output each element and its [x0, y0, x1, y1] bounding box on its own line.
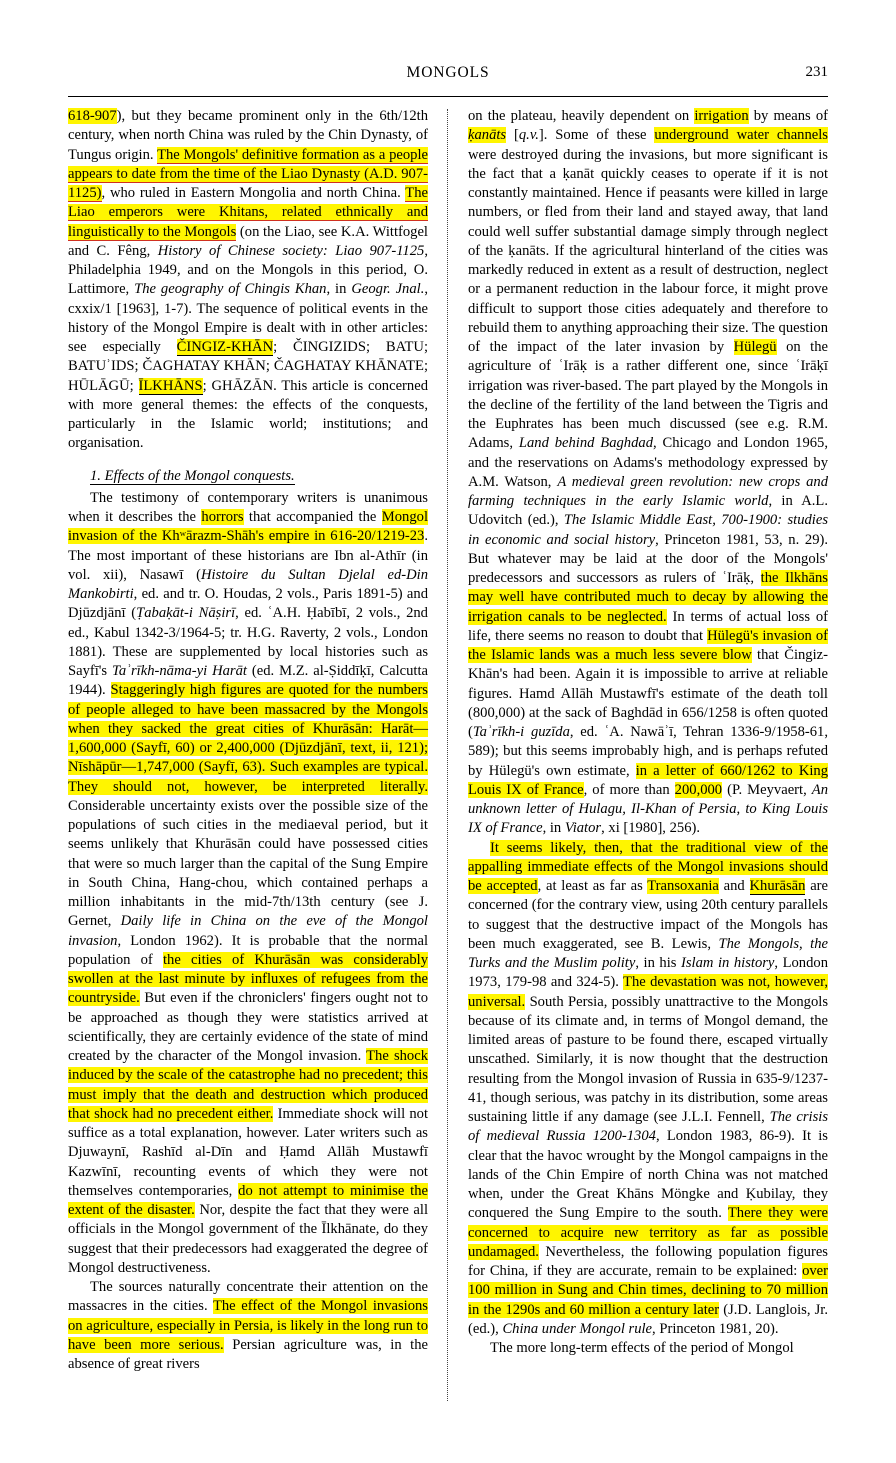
highlight-minimise-disaster: do not attempt to minimise the extent of the disaster.: [68, 1182, 428, 1218]
section-heading: 1. Effects of the Mongol conquests.: [90, 467, 295, 484]
right-column: [468, 107, 828, 1358]
paragraph-traditional-view: It seems likely, then, that the traditional view of the appalling immediate effects of the Mongol invasions should be accepted, at least as far as Transoxania and Khurāsān are concerned (for the contrary view, using 20th century parallels to suggest that the destructive impact of the Mongols has been much exaggerated, see B. Lewis, The Mongols, the Turks and the Muslim polity, in his Islam in history, London 1973, 179-98 and 324-5). The devastation was not, however, universal. South Persia, possibly unattractive to the Mongols because of its climate and, in terms of Mongol demand, the limited areas of pasture to be found there, escaped virtually unscathed. Similarly, it is now thought that the destruction resulting from the Mongol invasion of Russia in 635-9/1237-41, though serious, was patchy in its distribution, some areas sustaining little if any damage (see J.L.I. Fennell, The crisis of medieval Russia 1200-1304, London 1983, 86-9). It is clear that the havoc wrought by the Mongol campaigns in the lands of the Chin Empire of north China was not matched when, under the Great Khāns Möngke and Ḳubilay, they conquered the Sung Empire to the south. There they were concerned to acquire new territory as far as possible undamaged. Nevertheless, the following population figures for China, if they are accurate, remain to be explained: over 100 million in Sung and Chin times, declining to 70 million in the 1290s and 60 million a century later (J.D. Langlois, Jr. (ed.), China under Mongol rule, Princeton 1981, 20).: [468, 839, 829, 1337]
highlight-200000: 200,000: [674, 781, 723, 798]
highlight-population-figures: over 100 million in Sung and Chin times, declining to 70 million in the 1290s and 60 million a century later: [468, 1263, 828, 1318]
highlight-irrigation: irrigation: [694, 108, 749, 124]
citation-title: The geography of Chingis Khan: [134, 281, 327, 298]
citation-title: Land behind Baghdad: [518, 435, 653, 452]
highlight-traditional-view: It seems likely, then, that the traditional view of the appalling immediate effects of the Mongol invasions should be accepted: [468, 839, 828, 894]
citation-title: China under Mongol rule: [502, 1320, 653, 1337]
paragraph-continuation: 618-907), but they became prominent only in the 6th/12th century, when north China was ruled by the Chin Dynasty, of Tungus origin. The Mongols' definitive formation as a people appears to date from the time of the Liao Dynasty (A.D. 907-1125), who ruled in Eastern Mongolia and north China. The Liao emperors were Khitans, related ethnically and linguistically to the Mongols (on the Liao, see K.A. Wittfogel and C. Fêng, History of Chinese society: Liao 907-1125, Philadelphia 1949, and on the Mongols in this period, O. Lattimore, The geography of Chingis Khan, in Geogr. Jnal., cxxix/1 [1963], 1-7). The sequence of political events in the history of the Mongol Empire is dealt with in other articles: see especially ČINGIZ-KHĀN; ČINGIZIDS; BATU; BATUʾIDS; ČAGHATAY KHĀN; ČAGHATAY KHĀNATE; HŪLĀGŪ; ĪLKHĀNS; GHĀZĀN. This article is concerned with more general themes: the effects of the conquests, particularly in the Islamic world; institutions; and organisation.: [68, 108, 428, 452]
column-divider: [447, 109, 448, 1401]
header-rule: [68, 96, 828, 97]
citation-title: The crisis of medieval Russia 1200-1304: [468, 1109, 828, 1145]
highlight-refugees: the cities of Khurāsān was considerably swollen at the last minute by influxes of refugees from the countryside.: [68, 951, 428, 1007]
highlight-liao-emperors: The Liao emperors were Khitans, related ethnically and linguistically to the Mongols: [68, 185, 428, 240]
citation-title: Daily life in China on the eve of the Mongol invasion: [68, 913, 428, 949]
paragraph-agriculture: The sources naturally concentrate their attention on the massacres in the cities. The effect of the Mongol invasions on agriculture, especially in Persia, is likely in the long run to have been more serious. Persian agriculture was, in the absence of great rivers: [68, 1279, 429, 1372]
citation-journal: Viator: [564, 820, 602, 837]
citation-title: A medieval green revolution: new crops and farming techniques in the early Islamic world: [468, 473, 828, 509]
citation-title: An unknown letter of Hulagu, Il-Khan of Persia, to King Louis IX of France: [468, 781, 828, 837]
citation-title: Histoire du Sultan Djelal ed-Din Mankobirti: [68, 566, 428, 602]
highlight-transoxania: Transoxania: [647, 878, 719, 894]
highlight-letter-louis: in a letter of 660/1262 to King Louis IX of France: [468, 762, 829, 798]
highlight-liao-dynasty: The Mongols' definitive formation as a people appears to date from the time of the Liao Dynasty (A.D. 907-1125): [68, 146, 428, 201]
highlight-shock-scale: The shock induced by the scale of the catastrophe had no precedent; this must imply that the death and destruction which produced that shock had no precedent either.: [68, 1048, 428, 1122]
left-column: [68, 107, 428, 1374]
citation-title: Ṭabaḳāt-i Nāṣirī: [136, 605, 236, 622]
highlight-devastation-universal: The devastation was not, however, universal.: [468, 974, 828, 1010]
citation-title: Islam in history: [681, 955, 775, 971]
highlight-khurasan: Khurāsān: [749, 878, 806, 894]
highlight-hulegu: Hülegü: [733, 339, 777, 355]
citation-journal: Geogr. Jnal.: [351, 281, 425, 298]
highlight-khwarazm-invasion: Mongol invasion of the Khʷārazm-Shāh's empire in 616-20/1219-23: [68, 509, 428, 545]
highlight-undamaged-territory: There they were concerned to acquire new territory as far as possible undamaged.: [468, 1205, 829, 1260]
citation-title: History of Chinese society: Liao 907-1125: [157, 242, 425, 259]
highlight-hulegu-invasion: Hülegü's invasion of the Islamic lands was a much less severe blow: [468, 627, 828, 663]
highlight-water-channels: underground water channels: [654, 127, 828, 144]
cross-reference: q.v.: [518, 127, 539, 144]
highlight-horrors: horrors: [201, 509, 244, 525]
paragraph-irrigation: on the plateau, heavily dependent on irrigation by means of ḳanāts [q.v.]. Some of these underground water channels were destroyed during the invasions, but more significant is the fact that a ḳanāt quickly ceases to operate if it is not constantly maintained. Hence if peasants were killed in large numbers, or fled from their land and stayed away, that land could well suffer substantial damage simply through neglect of the ḳanāts. If the agricultural hinterland of the cities was markedly reduced in extent as a result of destruction, neglect or a permanent reduction in the labour force, it might prove difficult to support those cities adequately and therefore to rebuild them to anything approaching their size. The question of the impact of the later invasion by Hülegü on the agriculture of ʿIrāḳ is a rather different one, since ʿIrāḳī irrigation was river-based. The part played by the Mongols in the decline of the fertility of the land between the Tigris and the Euphrates has been much discussed (see e.g. R.M. Adams, Land behind Baghdad, Chicago and London 1965, and the reservations on Adams's methodology expressed by A.M. Watson, A medieval green revolution: new crops and farming techniques in the early Islamic world, in A.L. Udovitch (ed.), The Islamic Middle East, 700-1900: studies in economic and social history, Princeton 1981, 53, n. 29). But whatever may be laid at the door of the Mongols' predecessors and successors as rulers of ʿIrāḳ, the Ilkhāns may well have contributed much to decay by allowing the irrigation canals to be neglected. In terms of actual loss of life, there seems no reason to doubt that Hülegü's invasion of the Islamic lands was a much less severe blow that Čingiz-Khān's had been. Again it is impossible to arrive at reliable figures. Hamd Allāh Mustawfī's estimate of the death toll (800,000) at the sack of Baghdād in 656/1258 is often quoted (Taʾrīkh-i guzīda, ed. ʿA. Nawāʾī, Tehran 1336-9/1958-61, 589); but this seems improbably high, and is perhaps refuted by Hülegü's own estimate, in a letter of 660/1262 to King Louis IX of France, of more than 200,000 (P. Meyvaert, An unknown letter of Hulagu, Il-Khan of Persia, to King Louis IX of France, in Viator, xi [1980], 256).: [468, 108, 829, 837]
citation-title: The Islamic Middle East, 700-1900: studies in economic and social history: [468, 512, 828, 548]
highlight-ilkhans-canals: the Ilkhāns may well have contributed much to decay by allowing the irrigation canals to be neglected.: [468, 570, 828, 625]
paragraph-longterm: The more long-term effects of the period of Mongol: [490, 1340, 794, 1356]
citation-title: The Mongols, the Turks and the Muslim polity: [468, 935, 828, 971]
page-number: 231: [805, 64, 828, 80]
highlight-massacre-figures: Staggeringly high figures are quoted for the numbers of people alleged to have been massacred by the Mongols when they sacked the great cities of Khurāsān: Harāt—1,600,000 (Sayfī, 60) or 2,400,000 (Djūzdjānī, text, ii, 121); Nīshāpūr—1,747,000 (Sayfī, 63). Such examples are typical. They should not, however, be interpreted literally.: [68, 682, 428, 795]
body-columns: [68, 107, 828, 1407]
highlight-ilkhans: ĪLKHĀNS: [138, 377, 203, 394]
highlight-agriculture-persia: The effect of the Mongol invasions on agriculture, especially in Persia, is likely in the long run to have been more serious.: [68, 1298, 428, 1353]
citation-title: Taʾrīkh-nāma-yi Harāt: [112, 663, 247, 679]
citation-title: Taʾrīkh-i guzīda: [472, 724, 570, 740]
page-header: [68, 64, 828, 86]
paragraph-effects: The testimony of contemporary writers is unanimous when it describes the horrors that accompanied the Mongol invasion of the Khʷārazm-Shāh's empire in 616-20/1219-23. The most important of these historians are Ibn al-Athīr (in vol. xii), Nasawī (Histoire du Sultan Djelal ed-Din Mankobirti, ed. and tr. O. Houdas, 2 vols., Paris 1891-5) and Djūzdjānī (Ṭabaḳāt-i Nāṣirī, ed. ʿA.H. Ḥabībī, 2 vols., 2nd ed., Kabul 1342-3/1964-5; tr. H.G. Raverty, 2 vols., London 1881). These are supplemented by local histories such as Sayfī's Taʾrīkh-nāma-yi Harāt (ed. M.Z. al-Ṣiddīḳī, Calcutta 1944). Staggeringly high figures are quoted for the numbers of people alleged to have been massacred by the Mongols when they sacked the great cities of Khurāsān: Harāt—1,600,000 (Sayfī, 60) or 2,400,000 (Djūzdjānī, text, ii, 121); Nīshāpūr—1,747,000 (Sayfī, 63). Such examples are typical. They should not, however, be interpreted literally. Considerable uncertainty exists over the possible size of the populations of such cities in the mediaeval period, but it seems unlikely that Khurāsān could have possessed cities that were so much larger than the capital of the Sung Empire in South China, Hang-chou, which contained perhaps a million inhabitants in the mid-7th/13th century (see J. Gernet, Daily life in China on the eve of the Mongol invasion, London 1962). It is probable that the normal population of the cities of Khurāsān was considerably swollen at the last minute by influxes of refugees from the countryside. But even if the chroniclers' fingers ought not to be approached as though they were statistics arrived at scientifically, they are certainly evidence of the state of mind created by the character of the Mongol invasion. The shock induced by the scale of the catastrophe had no precedent; this must imply that the death and destruction which produced that shock had no precedent either. Immediate shock will not suffice as a total explanation, however. Later writers such as Djuwaynī, Rashīd al-Dīn and Ḥamd Allāh Mustawfī Kazwīnī, recounting events of which they were not themselves contemporaries, do not attempt to minimise the extent of the disaster. Nor, despite the fact that they were all officials in the Mongol government of the Īlkhānate, do they suggest that their predecessors had exaggerated the degree of Mongol destructiveness.: [68, 489, 429, 1276]
highlight-dates: 618-907: [68, 108, 117, 124]
running-head-title: MONGOLS: [406, 64, 490, 81]
highlight-cingiz-khan: ČINGIZ-KHĀN: [176, 339, 274, 355]
highlight-kanats: ḳanāts: [468, 127, 507, 144]
